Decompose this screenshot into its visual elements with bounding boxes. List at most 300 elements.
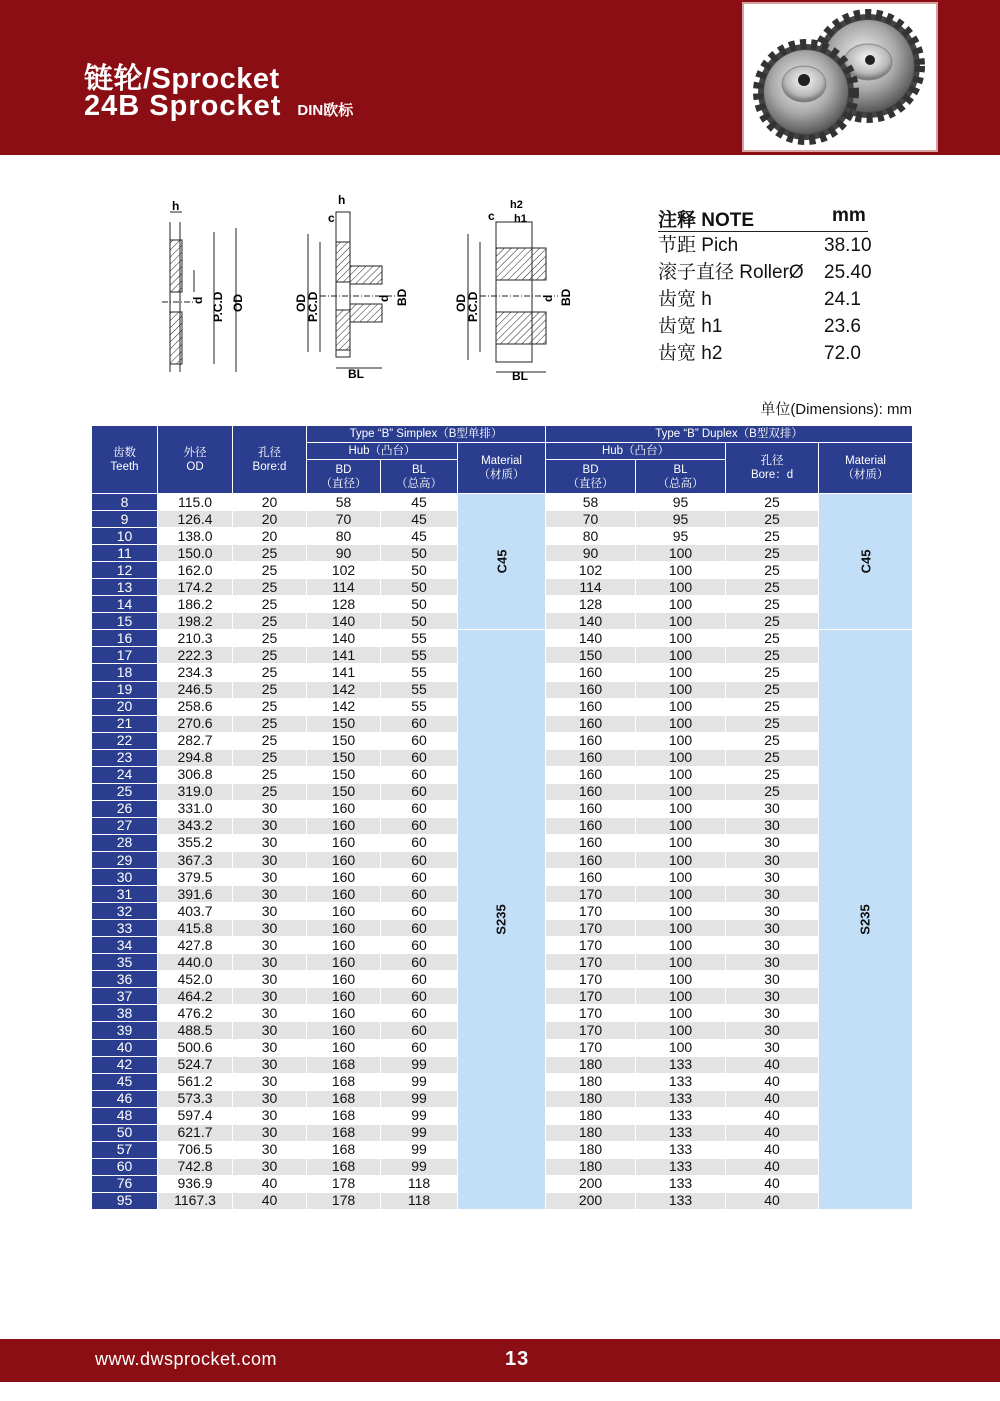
cell-od: 621.7 [158,1124,233,1141]
cell-duplex-bore: 40 [726,1158,819,1175]
cell-duplex-bd: 70 [546,511,636,528]
note-value: 25.40 [824,262,872,283]
cell-simplex-bd: 150 [307,766,381,783]
cell-teeth: 14 [92,596,158,613]
cell-duplex-bl: 133 [636,1056,726,1073]
cell-teeth: 38 [92,1005,158,1022]
cell-material-simplex-c45-text: C45 [494,549,510,574]
cell-duplex-bd: 58 [546,494,636,511]
cell-duplex-bore: 25 [726,579,819,596]
units-label: 单位(Dimensions): mm [760,401,912,418]
cell-duplex-bl: 100 [636,596,726,613]
cell-duplex-bl: 100 [636,562,726,579]
cell-simplex-bl: 45 [381,511,458,528]
plate-sprocket-drawing [162,199,245,372]
cell-duplex-bl: 100 [636,1005,726,1022]
cell-od: 258.6 [158,698,233,715]
label-d-1: d [191,296,205,304]
cell-teeth: 19 [92,681,158,698]
cell-od: 174.2 [158,579,233,596]
cell-teeth: 27 [92,817,158,834]
cell-simplex-bd: 141 [307,664,381,681]
cell-duplex-bd: 170 [546,903,636,920]
cell-teeth: 28 [92,834,158,851]
note-panel [658,205,872,367]
cell-duplex-bore: 25 [726,783,819,800]
cell-od: 222.3 [158,647,233,664]
cell-simplex-bl: 99 [381,1073,458,1090]
note-value: 72.0 [824,343,861,364]
cell-bore: 30 [233,869,307,886]
cell-duplex-bd: 160 [546,851,636,868]
header-od: 外径 OD [158,426,233,494]
cell-simplex-bl: 60 [381,937,458,954]
cell-simplex-bl: 60 [381,749,458,766]
cell-teeth: 31 [92,886,158,903]
cell-simplex-bd: 128 [307,596,381,613]
cell-simplex-bl: 60 [381,732,458,749]
cell-bore: 30 [233,851,307,868]
cell-simplex-bl: 99 [381,1141,458,1158]
cell-duplex-bl: 133 [636,1090,726,1107]
cell-material-duplex-s235 [819,630,913,1210]
cell-simplex-bl: 60 [381,1022,458,1039]
note-label: 滚子直径 RollerØ [658,262,804,283]
cell-od: 355.2 [158,834,233,851]
cell-teeth: 11 [92,545,158,562]
cell-teeth: 48 [92,1107,158,1124]
cell-od: 270.6 [158,715,233,732]
cell-duplex-bore: 25 [726,613,819,630]
cell-duplex-bd: 90 [546,545,636,562]
cell-simplex-bd: 160 [307,1039,381,1056]
cell-bore: 25 [233,664,307,681]
cell-duplex-bd: 160 [546,749,636,766]
cell-duplex-bl: 100 [636,1022,726,1039]
page-footer [0,1339,1000,1382]
cell-duplex-bd: 170 [546,988,636,1005]
cell-duplex-bd: 114 [546,579,636,596]
cell-teeth: 34 [92,937,158,954]
cell-bore: 30 [233,1158,307,1175]
cell-od: 138.0 [158,528,233,545]
header-material-duplex: Material （材质） [819,443,913,494]
cell-bore: 30 [233,954,307,971]
cell-teeth: 95 [92,1192,158,1209]
cell-simplex-bl: 60 [381,851,458,868]
cell-duplex-bore: 25 [726,596,819,613]
cell-simplex-bd: 168 [307,1124,381,1141]
cell-simplex-bd: 150 [307,732,381,749]
cell-teeth: 35 [92,954,158,971]
cell-duplex-bore: 30 [726,800,819,817]
cell-simplex-bl: 60 [381,988,458,1005]
label-h1: h1 [514,213,527,225]
spec-table [91,425,913,1210]
cell-simplex-bd: 160 [307,817,381,834]
cell-duplex-bd: 200 [546,1192,636,1209]
cell-bore: 25 [233,562,307,579]
cell-duplex-bd: 180 [546,1158,636,1175]
cell-duplex-bore: 40 [726,1090,819,1107]
cell-od: 391.6 [158,886,233,903]
cell-duplex-bd: 160 [546,732,636,749]
label-h: h [172,199,180,213]
cell-od: 379.5 [158,869,233,886]
cell-simplex-bl: 118 [381,1192,458,1209]
header-bd-simplex: BD （直径） [307,460,381,494]
cell-duplex-bore: 25 [726,647,819,664]
cell-teeth: 57 [92,1141,158,1158]
cell-duplex-bd: 160 [546,800,636,817]
cell-duplex-bd: 180 [546,1090,636,1107]
cell-simplex-bd: 168 [307,1090,381,1107]
note-row [658,313,868,340]
cell-simplex-bd: 150 [307,749,381,766]
sprocket-photo [742,2,938,152]
header-teeth: 齿数 Teeth [92,426,158,494]
cell-simplex-bl: 60 [381,783,458,800]
cell-material-simplex-s235-text: S235 [494,904,510,935]
cell-duplex-bore: 25 [726,528,819,545]
cell-duplex-bore: 40 [726,1141,819,1158]
label-od-1: OD [231,294,245,312]
cell-bore: 20 [233,511,307,528]
cell-bore: 25 [233,766,307,783]
cell-bore: 30 [233,886,307,903]
header-simplex: Type “B” Simplex（B型单排） [307,426,546,443]
cell-simplex-bl: 55 [381,630,458,647]
cell-duplex-bd: 180 [546,1141,636,1158]
label-d-2: d [377,294,391,302]
website-url[interactable]: www.dwsprocket.com [95,1349,278,1369]
cell-duplex-bore: 30 [726,834,819,851]
cell-bore: 30 [233,1056,307,1073]
cell-od: 561.2 [158,1073,233,1090]
cell-bore: 30 [233,1039,307,1056]
cell-duplex-bl: 100 [636,545,726,562]
cell-od: 198.2 [158,613,233,630]
cell-duplex-bore: 30 [726,971,819,988]
label-c-2: c [328,211,335,225]
cell-duplex-bl: 100 [636,851,726,868]
cell-duplex-bd: 180 [546,1073,636,1090]
cell-duplex-bl: 100 [636,783,726,800]
cell-duplex-bd: 160 [546,715,636,732]
cell-bore: 25 [233,596,307,613]
cell-simplex-bd: 160 [307,886,381,903]
cell-duplex-bl: 100 [636,749,726,766]
cell-bore: 30 [233,971,307,988]
cell-duplex-bore: 40 [726,1056,819,1073]
cell-teeth: 9 [92,511,158,528]
cell-od: 936.9 [158,1175,233,1192]
duplex-hub-drawing [454,199,573,382]
note-row [658,286,868,313]
cell-simplex-bd: 160 [307,834,381,851]
cell-bore: 30 [233,1124,307,1141]
cell-od: 573.3 [158,1090,233,1107]
cell-simplex-bl: 118 [381,1175,458,1192]
cell-duplex-bd: 128 [546,596,636,613]
header-duplex: Type “B” Duplex（B型双排） [546,426,913,443]
cell-duplex-bl: 100 [636,630,726,647]
cell-simplex-bd: 160 [307,937,381,954]
cell-od: 234.3 [158,664,233,681]
cell-teeth: 12 [92,562,158,579]
title-model-text: 24B Sprocket [84,90,282,122]
cell-duplex-bl: 133 [636,1107,726,1124]
note-value: 38.10 [824,235,872,256]
cell-simplex-bl: 50 [381,562,458,579]
label-od-3: OD [454,294,468,312]
cell-teeth: 16 [92,630,158,647]
cell-teeth: 22 [92,732,158,749]
cell-teeth: 13 [92,579,158,596]
cell-duplex-bore: 40 [726,1073,819,1090]
cell-simplex-bd: 141 [307,647,381,664]
cell-duplex-bl: 100 [636,681,726,698]
cell-simplex-bl: 99 [381,1158,458,1175]
cell-teeth: 8 [92,494,158,511]
cell-duplex-bl: 100 [636,920,726,937]
cell-teeth: 39 [92,1022,158,1039]
cell-simplex-bl: 60 [381,1005,458,1022]
note-label: 齿宽 h2 [658,343,723,364]
cell-duplex-bd: 80 [546,528,636,545]
cell-bore: 25 [233,545,307,562]
cell-simplex-bl: 60 [381,954,458,971]
cell-od: 403.7 [158,903,233,920]
note-value: 24.1 [824,289,861,310]
cell-od: 294.8 [158,749,233,766]
cell-simplex-bd: 140 [307,630,381,647]
cell-od: 524.7 [158,1056,233,1073]
cell-bore: 25 [233,715,307,732]
cell-simplex-bl: 99 [381,1107,458,1124]
spec-table-body [92,494,913,1210]
cell-simplex-bd: 160 [307,920,381,937]
cell-simplex-bl: 45 [381,494,458,511]
cell-duplex-bl: 100 [636,954,726,971]
note-value: 23.6 [824,316,861,337]
cell-bore: 30 [233,800,307,817]
cell-od: 706.5 [158,1141,233,1158]
header-bl-duplex: BL （总高） [636,460,726,494]
cell-duplex-bore: 30 [726,817,819,834]
cell-od: 476.2 [158,1005,233,1022]
cell-bore: 30 [233,1073,307,1090]
label-c-3: c [488,209,495,223]
cell-od: 488.5 [158,1022,233,1039]
cell-duplex-bore: 40 [726,1192,819,1209]
cell-duplex-bl: 133 [636,1124,726,1141]
cell-bore: 25 [233,698,307,715]
table-row [92,630,913,647]
header-hub-simplex: Hub（凸台） [307,443,458,460]
cell-simplex-bd: 102 [307,562,381,579]
cell-od: 597.4 [158,1107,233,1124]
cell-od: 162.0 [158,562,233,579]
cell-teeth: 42 [92,1056,158,1073]
cell-duplex-bl: 100 [636,800,726,817]
cell-teeth: 24 [92,766,158,783]
cell-od: 440.0 [158,954,233,971]
cell-simplex-bd: 114 [307,579,381,596]
cell-duplex-bd: 200 [546,1175,636,1192]
label-bl-3: BL [512,369,528,382]
cell-duplex-bd: 170 [546,971,636,988]
cell-teeth: 30 [92,869,158,886]
cell-duplex-bore: 25 [726,511,819,528]
cell-duplex-bore: 25 [726,562,819,579]
cell-teeth: 36 [92,971,158,988]
label-pcd-2: P.C.D [306,291,320,322]
cell-simplex-bd: 90 [307,545,381,562]
cell-teeth: 26 [92,800,158,817]
cell-simplex-bl: 50 [381,596,458,613]
cell-simplex-bd: 160 [307,954,381,971]
cell-duplex-bore: 25 [726,630,819,647]
cell-teeth: 21 [92,715,158,732]
cell-bore: 30 [233,988,307,1005]
cell-bore: 30 [233,1107,307,1124]
cell-simplex-bl: 60 [381,1039,458,1056]
cell-simplex-bl: 60 [381,886,458,903]
cell-duplex-bd: 170 [546,1039,636,1056]
cell-simplex-bd: 140 [307,613,381,630]
cell-simplex-bl: 50 [381,545,458,562]
cell-duplex-bl: 100 [636,817,726,834]
cell-simplex-bd: 168 [307,1158,381,1175]
cell-od: 427.8 [158,937,233,954]
note-row [658,340,868,367]
header-material-simplex: Material （材质） [458,443,546,494]
cell-od: 126.4 [158,511,233,528]
cell-bore: 30 [233,1090,307,1107]
cell-material-simplex-c45 [458,494,546,630]
label-pcd-1: P.C.D [211,291,225,322]
cell-bore: 30 [233,937,307,954]
cell-duplex-bl: 133 [636,1158,726,1175]
cell-bore: 25 [233,579,307,596]
cell-bore: 40 [233,1175,307,1192]
cell-teeth: 60 [92,1158,158,1175]
cell-simplex-bl: 99 [381,1124,458,1141]
cell-simplex-bl: 45 [381,528,458,545]
cell-duplex-bl: 100 [636,903,726,920]
cell-duplex-bd: 170 [546,1005,636,1022]
header-bore-duplex: 孔径 Bore：d [726,443,819,494]
cell-teeth: 18 [92,664,158,681]
cell-od: 319.0 [158,783,233,800]
note-label: 节距 Pich [658,235,739,256]
note-title: 注释 NOTE [658,210,755,231]
cell-simplex-bd: 178 [307,1192,381,1209]
cell-duplex-bore: 40 [726,1107,819,1124]
cell-simplex-bd: 160 [307,903,381,920]
cell-duplex-bore: 30 [726,937,819,954]
cell-bore: 30 [233,1141,307,1158]
cell-duplex-bl: 100 [636,647,726,664]
label-h2: h2 [510,199,523,211]
cell-simplex-bl: 99 [381,1056,458,1073]
cell-od: 500.6 [158,1039,233,1056]
note-row [658,232,872,259]
note-row [658,259,872,286]
cell-bore: 25 [233,749,307,766]
cell-od: 464.2 [158,988,233,1005]
header-bd-duplex: BD （直径） [546,460,636,494]
cell-simplex-bl: 60 [381,971,458,988]
cell-simplex-bl: 60 [381,800,458,817]
cell-duplex-bore: 25 [726,732,819,749]
cell-bore: 30 [233,903,307,920]
cell-od: 452.0 [158,971,233,988]
cell-simplex-bd: 70 [307,511,381,528]
cell-duplex-bd: 170 [546,937,636,954]
cell-od: 210.3 [158,630,233,647]
cell-duplex-bd: 160 [546,664,636,681]
cell-duplex-bd: 180 [546,1124,636,1141]
cell-duplex-bore: 40 [726,1175,819,1192]
cell-duplex-bl: 95 [636,494,726,511]
cell-simplex-bd: 80 [307,528,381,545]
cell-duplex-bl: 133 [636,1073,726,1090]
header-hub-duplex: Hub（凸台） [546,443,726,460]
cell-teeth: 29 [92,851,158,868]
cell-teeth: 10 [92,528,158,545]
cell-duplex-bd: 160 [546,783,636,800]
cell-duplex-bore: 25 [726,766,819,783]
sprocket-photo-image [744,4,936,150]
cell-duplex-bore: 30 [726,886,819,903]
label-od-2: OD [294,294,308,312]
cell-simplex-bl: 55 [381,647,458,664]
page-number: 13 [505,1348,530,1370]
note-label: 齿宽 h1 [658,316,723,337]
cell-simplex-bd: 150 [307,783,381,800]
cell-od: 150.0 [158,545,233,562]
cell-bore: 30 [233,1022,307,1039]
cell-od: 246.5 [158,681,233,698]
cell-duplex-bd: 160 [546,766,636,783]
cell-bore: 30 [233,817,307,834]
cell-teeth: 33 [92,920,158,937]
cell-duplex-bd: 160 [546,817,636,834]
cell-duplex-bore: 30 [726,920,819,937]
cell-simplex-bd: 160 [307,988,381,1005]
cell-teeth: 46 [92,1090,158,1107]
cell-duplex-bd: 102 [546,562,636,579]
label-bl-2: BL [348,367,364,381]
cell-duplex-bd: 160 [546,698,636,715]
cell-simplex-bd: 160 [307,851,381,868]
cell-duplex-bd: 160 [546,681,636,698]
label-bd-3: BD [559,288,573,306]
cell-duplex-bore: 25 [726,545,819,562]
header-bore: 孔径 Bore:d [233,426,307,494]
cell-duplex-bl: 100 [636,613,726,630]
cell-bore: 20 [233,494,307,511]
cell-od: 1167.3 [158,1192,233,1209]
cell-duplex-bl: 100 [636,715,726,732]
technical-drawings [150,192,590,382]
standard-label: DIN欧标 [297,102,354,119]
header-bl-simplex: BL （总高） [381,460,458,494]
cell-duplex-bd: 160 [546,834,636,851]
cell-bore: 25 [233,647,307,664]
